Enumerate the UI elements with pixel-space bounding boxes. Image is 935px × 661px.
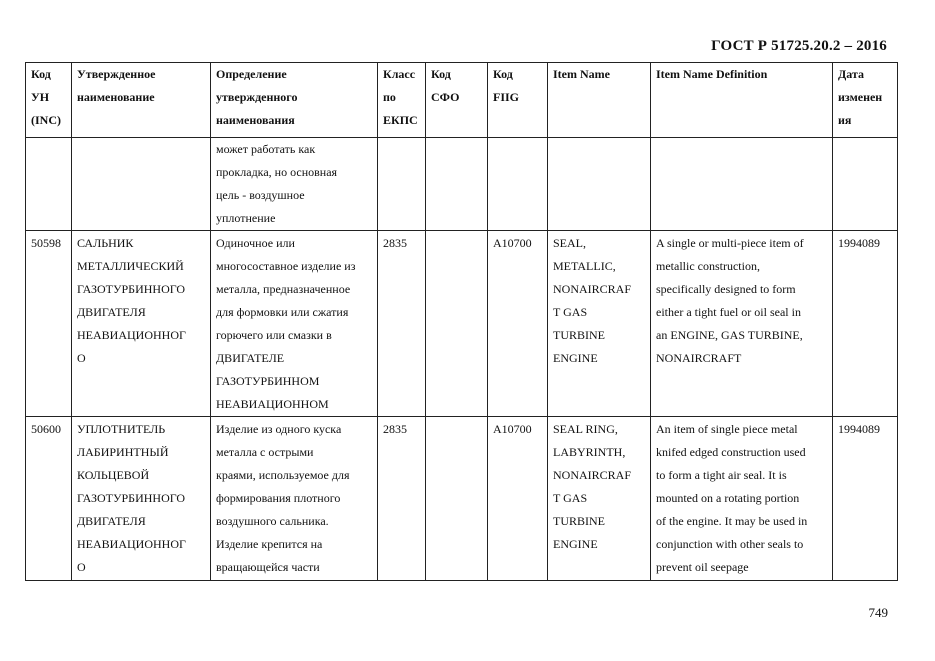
- column-header-inc: Код УН (INC): [26, 63, 72, 138]
- cell-fiig-code: A10700: [488, 231, 548, 417]
- cell-inc: 50600: [26, 417, 72, 581]
- cell-inc: [26, 138, 72, 231]
- cell-definition: может работать как прокладка, но основная цель - воздушное уплотнение: [211, 138, 378, 231]
- cell-item-name: SEAL RING, LABYRINTH, NONAIRCRAF T GAS TURBINE ENGINE: [548, 417, 651, 581]
- cell-item-name-definition: [651, 138, 833, 231]
- column-header-definition: Определение утвержденного наименования: [211, 63, 378, 138]
- document-title: ГОСТ Р 51725.20.2 – 2016: [711, 38, 887, 54]
- column-header-approved-name: Утвержденное наименование: [72, 63, 211, 138]
- cell-sfo-code: [426, 417, 488, 581]
- gost-catalog-table: [25, 62, 898, 581]
- table-row: [26, 138, 898, 231]
- cell-fiig-code: [488, 138, 548, 231]
- cell-item-name: [548, 138, 651, 231]
- column-header-fiig-code: Код FIIG: [488, 63, 548, 138]
- cell-inc: 50598: [26, 231, 72, 417]
- cell-fiig-code: A10700: [488, 417, 548, 581]
- cell-approved-name: [72, 138, 211, 231]
- cell-ekps-class: 2835: [378, 417, 426, 581]
- table-header-row: [26, 63, 898, 138]
- cell-approved-name: УПЛОТНИТЕЛЬ ЛАБИРИНТНЫЙ КОЛЬЦЕВОЙ ГАЗОТУРБИННОГО ДВИГАТЕЛЯ НЕАВИАЦИОННОГ О: [72, 417, 211, 581]
- cell-item-name-definition: A single or multi-piece item of metallic construction, specifically designed to form either a tight fuel or oil seal in an ENGINE, GAS TURBINE, NONAIRCRAFT: [651, 231, 833, 417]
- page-number: 749: [868, 605, 888, 620]
- cell-change-date: 1994089: [833, 231, 898, 417]
- column-header-item-name: Item Name: [548, 63, 651, 138]
- table-row: [26, 231, 898, 417]
- cell-change-date: [833, 138, 898, 231]
- column-header-sfo-code: Код СФО: [426, 63, 488, 138]
- cell-item-name: SEAL, METALLIC, NONAIRCRAF T GAS TURBINE ENGINE: [548, 231, 651, 417]
- cell-change-date: 1994089: [833, 417, 898, 581]
- column-header-item-name-definition: Item Name Definition: [651, 63, 833, 138]
- column-header-ekps-class: Класс по ЕКПС: [378, 63, 426, 138]
- cell-ekps-class: [378, 138, 426, 231]
- column-header-change-date: Дата изменен ия: [833, 63, 898, 138]
- cell-approved-name: САЛЬНИК МЕТАЛЛИЧЕСКИЙ ГАЗОТУРБИННОГО ДВИГАТЕЛЯ НЕАВИАЦИОННОГ О: [72, 231, 211, 417]
- cell-sfo-code: [426, 231, 488, 417]
- cell-definition: Одиночное или многосоставное изделие из металла, предназначенное для формовки или сжатия горючего или смазки в ДВИГАТЕЛЕ ГАЗОТУРБИННОМ НЕАВИАЦИОННОМ: [211, 231, 378, 417]
- cell-sfo-code: [426, 138, 488, 231]
- cell-ekps-class: 2835: [378, 231, 426, 417]
- cell-definition: Изделие из одного куска металла с острыми краями, используемое для формирования плотного воздушного сальника. Изделие крепится на вращающейся части: [211, 417, 378, 581]
- cell-item-name-definition: An item of single piece metal knifed edged construction used to form a tight air seal. It is mounted on a rotating portion of the engine. It may be used in conjunction with other seals to prevent oil seepage: [651, 417, 833, 581]
- table-row: [26, 417, 898, 581]
